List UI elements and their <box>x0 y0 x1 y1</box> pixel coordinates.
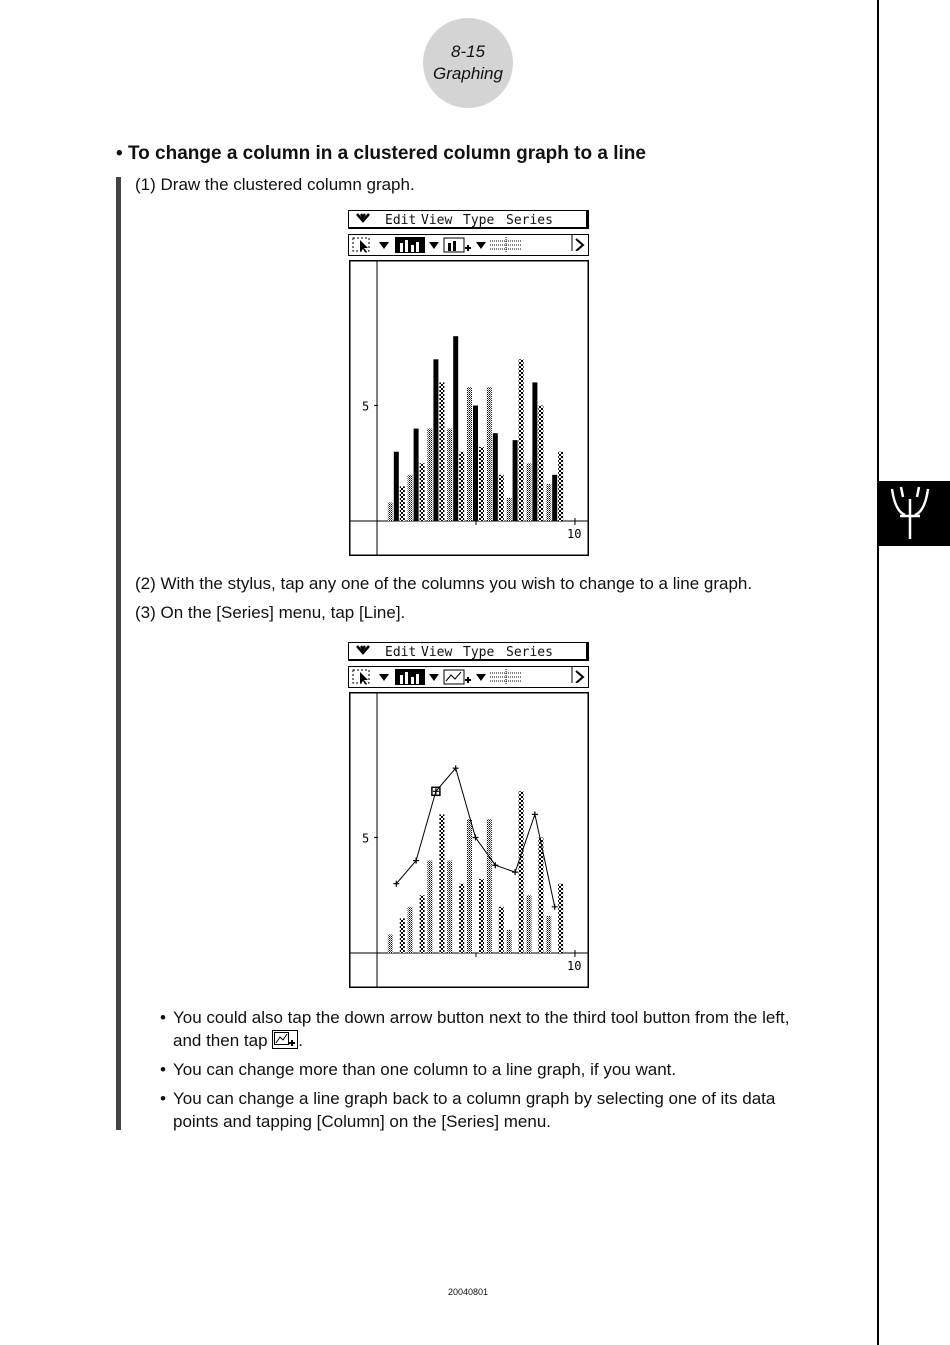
menu-down-icon[interactable] <box>353 643 375 663</box>
step-3 <box>135 603 405 623</box>
y-tick-label: 5 <box>362 399 370 414</box>
bar-series-1[interactable] <box>467 387 472 521</box>
note-bullet-2 <box>160 1058 840 1081</box>
menu-bar <box>348 210 589 229</box>
menu-type[interactable]: Type <box>463 645 495 660</box>
bar-series-2[interactable] <box>473 406 478 522</box>
bar-series-3[interactable] <box>420 895 425 953</box>
bar-series-3[interactable] <box>400 486 405 521</box>
bar-series-1[interactable] <box>487 819 492 953</box>
bullet-dot: • <box>160 1008 166 1027</box>
chevron-down-icon[interactable] <box>475 669 487 685</box>
bar-series-1[interactable] <box>487 387 492 521</box>
grid-icon[interactable] <box>490 237 522 253</box>
note-bullet-3 <box>160 1087 840 1133</box>
select-tool-icon[interactable] <box>352 237 372 253</box>
chevron-down-icon[interactable] <box>428 237 440 253</box>
bar-series-3[interactable] <box>558 884 563 953</box>
menu-series[interactable]: Series <box>506 213 553 228</box>
bar-series-2[interactable] <box>394 452 399 521</box>
bar-series-3[interactable] <box>439 382 444 521</box>
bar-series-1[interactable] <box>467 819 472 953</box>
menu-down-icon[interactable] <box>353 211 375 231</box>
y-tick-label: 5 <box>362 831 370 846</box>
line-graph-icon[interactable] <box>443 669 473 685</box>
bar-series-3[interactable] <box>459 452 464 521</box>
bar-series-1[interactable] <box>388 935 393 953</box>
bar-series-3[interactable] <box>538 838 543 954</box>
graph-chapter-icon <box>879 481 950 546</box>
step-text: Draw the clustered column graph. <box>160 175 415 194</box>
bar-series-1[interactable] <box>408 475 413 521</box>
bullet-dot: • <box>160 1060 166 1079</box>
bullet-text: You can change a line graph back to a column graph by selecting one of its data <box>173 1089 776 1108</box>
bullet-text: You could also tap the down arrow button next to the third tool button from the left, <box>173 1008 790 1027</box>
chevron-down-icon[interactable] <box>378 669 390 685</box>
bullet-text: . <box>298 1031 303 1050</box>
toolbar <box>348 234 589 256</box>
bar-series-1[interactable] <box>388 503 393 521</box>
calculator-screen-2 <box>348 642 591 988</box>
bar-series-2[interactable] <box>532 382 537 521</box>
procedure-bar <box>116 177 121 1130</box>
page-number: 8-15 <box>450 42 486 61</box>
bar-series-2[interactable] <box>433 359 438 521</box>
bar-series-3[interactable] <box>400 918 405 953</box>
column-line-graph[interactable] <box>349 692 589 988</box>
menu-edit[interactable]: Edit <box>385 645 417 660</box>
menu-edit[interactable]: Edit <box>385 213 417 228</box>
section-heading <box>116 143 646 165</box>
bar-series-3[interactable] <box>420 463 425 521</box>
bar-series-3[interactable] <box>459 884 464 953</box>
step-text: On the [Series] menu, tap [Line]. <box>160 603 406 622</box>
chevron-down-icon[interactable] <box>428 669 440 685</box>
menu-type[interactable]: Type <box>463 213 495 228</box>
scroll-right-icon[interactable] <box>571 235 588 251</box>
line-graph-icon <box>272 1030 298 1049</box>
note-bullet-1 <box>160 1006 840 1052</box>
x-tick-label: 10 <box>567 959 582 973</box>
section-name: Graphing <box>433 64 503 83</box>
column-graph-icon[interactable] <box>395 669 425 685</box>
bar-series-3[interactable] <box>499 475 504 521</box>
bar-series-1[interactable] <box>427 429 432 521</box>
bullet-dot: • <box>160 1089 166 1108</box>
bullet-text: points and tapping [Column] on the [Series] menu. <box>173 1112 552 1131</box>
menu-series[interactable]: Series <box>506 645 553 660</box>
bar-series-1[interactable] <box>408 907 413 953</box>
bar-series-3[interactable] <box>558 452 563 521</box>
heading-text: To change a column in a clustered column graph to a line <box>127 143 646 164</box>
grid-icon[interactable] <box>490 669 522 685</box>
x-tick-label: 10 <box>567 527 582 541</box>
menu-bar <box>348 642 589 661</box>
bar-series-2[interactable] <box>552 475 557 521</box>
bar-series-3[interactable] <box>499 907 504 953</box>
bar-series-3[interactable] <box>439 814 444 953</box>
right-margin-rule <box>877 0 879 1345</box>
step-number: (3) <box>135 603 156 622</box>
page-footer-code: 20040801 <box>448 1287 489 1297</box>
bar-series-1[interactable] <box>427 861 432 953</box>
bar-series-1[interactable] <box>546 484 551 521</box>
step-1 <box>135 175 415 195</box>
bar-series-3[interactable] <box>479 447 484 521</box>
bar-series-2[interactable] <box>493 433 498 521</box>
select-tool-icon[interactable] <box>352 669 372 685</box>
step-number: (1) <box>135 175 156 194</box>
chapter-tab <box>879 481 950 546</box>
column-graph-icon[interactable] <box>395 237 425 253</box>
bar-series-1[interactable] <box>447 861 452 953</box>
bar-series-3[interactable] <box>519 791 524 953</box>
menu-view[interactable]: View <box>421 213 453 228</box>
menu-view[interactable]: View <box>421 645 453 660</box>
step-text: With the stylus, tap any one of the columns you wish to change to a line graph. <box>160 574 753 593</box>
bar-series-1[interactable] <box>507 498 512 521</box>
bar-series-1[interactable] <box>526 463 531 521</box>
scroll-right-icon[interactable] <box>571 667 588 683</box>
bar-series-3[interactable] <box>538 406 543 522</box>
bar-series-2[interactable] <box>414 429 419 521</box>
column-graph[interactable] <box>349 260 589 556</box>
heading-bullet: • <box>116 143 123 164</box>
bullet-text: and then tap <box>173 1031 268 1050</box>
page-header-badge <box>423 18 513 108</box>
bar-series-3[interactable] <box>519 359 524 521</box>
step-2 <box>135 574 752 594</box>
bar-series-1[interactable] <box>526 895 531 953</box>
bar-series-2[interactable] <box>453 336 458 521</box>
step-number: (2) <box>135 574 156 593</box>
bar-series-1[interactable] <box>507 930 512 953</box>
chevron-down-icon[interactable] <box>475 237 487 253</box>
bar-series-2[interactable] <box>513 440 518 521</box>
bar-series-1[interactable] <box>447 429 452 521</box>
bar-series-1[interactable] <box>546 916 551 953</box>
chevron-down-icon[interactable] <box>378 237 390 253</box>
bar-series-3[interactable] <box>479 879 484 953</box>
toolbar <box>348 666 589 688</box>
bullet-text: You can change more than one column to a line graph, if you want. <box>173 1060 677 1079</box>
calculator-screen-1 <box>348 210 591 556</box>
graph-type-icon[interactable] <box>443 237 473 253</box>
